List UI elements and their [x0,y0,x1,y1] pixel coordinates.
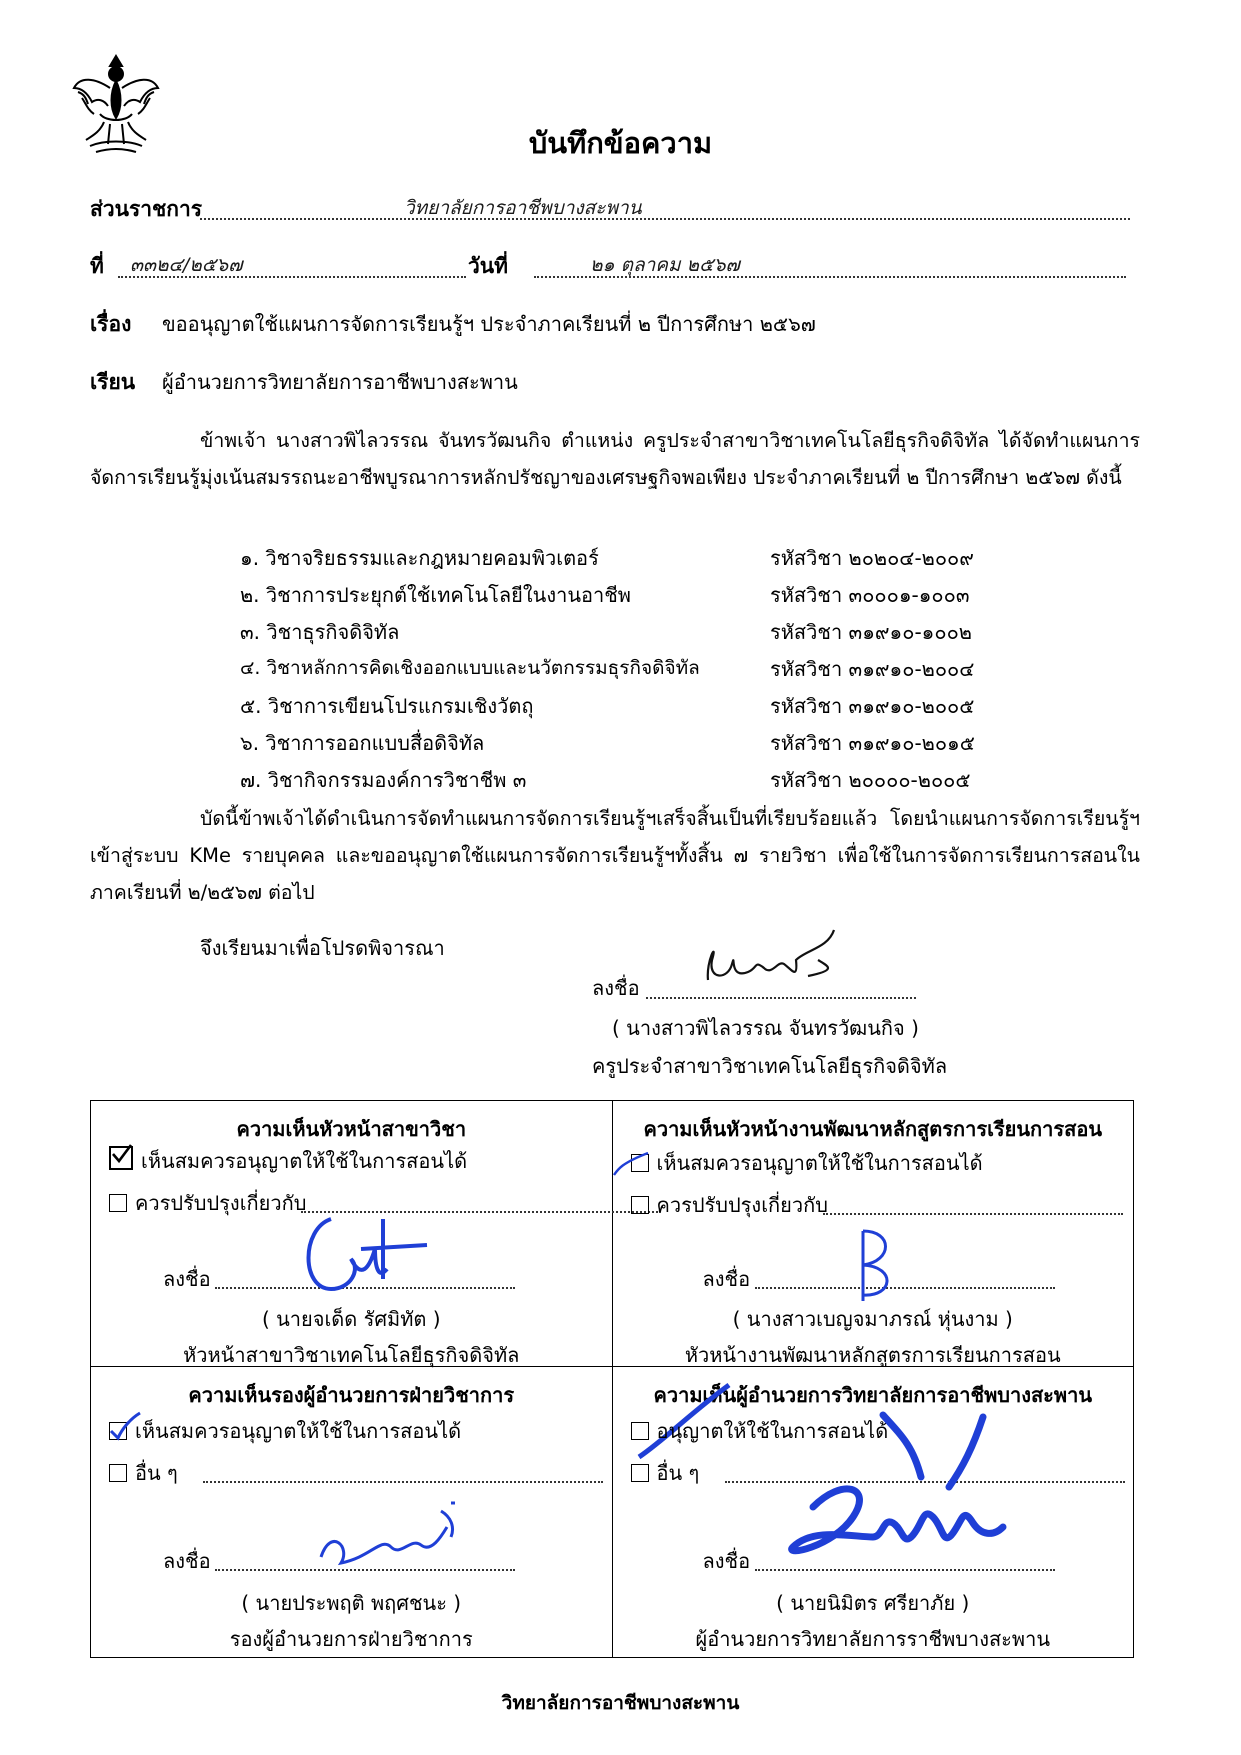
opinion-cell-head-of-department [91,1101,613,1367]
course-name: ๖. วิชาการออกแบบสื่อดิจิทัล [240,731,485,755]
signature-benjamaporn-icon [843,1221,903,1316]
intro-paragraph: ข้าพเจ้า นางสาวพิไลวรรณ จันทรวัฒนกิจ ตำแหน่ง ครูประจำสาขาวิชาเทคโนโลยีธุรกิจดิจิทัล ได้จัดทำแผนการจัดการเรียนรู้มุ่งเน้นสมรรถนะอาชีพบูรณาการหลักปรัชญาของเศรษฐกิจพอเพียง ประจำภาคเรียนที่ ๒ ปีการศึกษา ๒๕๖๗ ดังนี้ [90,429,1140,489]
sign-label: ลงชื่อ [163,1549,211,1573]
opinion-option-approve[interactable]: เห็นสมควรอนุญาตให้ใช้ในการสอนได้ [109,1145,467,1177]
opinion-heading: ความเห็นหัวหน้าสาขาวิชา [236,1117,467,1141]
signer-name: ( นายประพฤติ พฤศชนะ ) [241,1591,462,1615]
course-code: รหัสวิชา ๓๑๙๑๐-๒๐๐๔ [770,657,975,681]
opinion-option-other[interactable]: อื่น ๆ [109,1457,178,1489]
conclusion-paragraph: บัดนี้ข้าพเจ้าได้ดำเนินการจัดทำแผนการจัดการเรียนรู้ฯเสร็จสิ้นเป็นที่เรียบร้อยแล้ว โดยนำแผนการจัดการเรียนรู้ฯเข้าสู่ระบบ KMe รายบุคคล และขออนุญาตใช้แผนการจัดการเรียนรู้ฯทั้งสิ้น ๗ รายวิชา เพื่อใช้ในการจัดการเรียนการสอนในภาคเรียนที่ ๒/๒๕๖๗ ต่อไป [90,807,1140,904]
checkbox-icon[interactable] [109,1194,127,1212]
author-sign-label: ลงชื่อ [592,976,640,1000]
checkbox-icon[interactable] [109,1464,127,1482]
memo-title: บันทึกข้อความ [528,126,713,160]
signature-chalat-icon [291,1209,431,1314]
author-name: ( นางสาวพิไลวรรณ จันทรวัฒนกิจ ) [612,1016,919,1040]
subject-label: เรื่อง [90,312,132,336]
course-name: ๗. วิชากิจกรรมองค์การวิชาชีพ ๓ [240,768,527,792]
signature-nimit-icon [753,1407,1033,1592]
course-name: ๓. วิชาธุรกิจดิจิทัล [240,620,400,644]
checkbox-icon[interactable] [631,1464,649,1482]
signature-prapruet-icon [311,1497,471,1582]
opinion-option-other[interactable]: อื่น ๆ [631,1457,700,1489]
checked-checkbox-icon[interactable] [109,1146,133,1170]
opinions-table [90,1100,1134,1658]
ref-value: ๓๓๒๔/๒๕๖๗ [130,254,243,276]
opinion-heading: ความเห็นผู้อำนวยการวิทยาลัยการอาชีพบางสะพาน [653,1383,1093,1407]
opinion-heading: ความเห็นรองผู้อำนวยการฝ่ายวิชาการ [188,1383,515,1407]
course-code: รหัสวิชา ๓๑๙๑๐-๒๐๑๕ [770,731,975,755]
course-code: รหัสวิชา ๓๐๐๐๑-๑๐๐๓ [770,583,970,607]
opinion-cell-director [612,1367,1134,1658]
checkbox-icon[interactable] [631,1422,649,1440]
checked-checkbox-icon[interactable] [109,1422,127,1440]
course-name: ๕. วิชาการเขียนโปรแกรมเชิงวัตถุ [240,694,534,718]
opinion-heading: ความเห็นหัวหน้างานพัฒนาหลักสูตรการเรียนการสอน [643,1117,1103,1141]
closing-text: จึงเรียนมาเพื่อโปรดพิจารณา [200,936,445,960]
author-signature-icon [688,920,848,1000]
agency-dotted-line [200,218,1130,220]
signer-name: ( นายนิมิตร ศรียาภัย ) [776,1591,970,1615]
opinion-option-approve[interactable]: เห็นสมควรอนุญาตให้ใช้ในการสอนได้ [109,1415,461,1447]
signer-name: ( นายจเด็ด รัศมิทัต ) [261,1307,441,1331]
to-value: ผู้อำนวยการวิทยาลัยการอาชีพบางสะพาน [162,370,518,394]
signer-position: รองผู้อำนวยการฝ่ายวิชาการ [229,1627,473,1651]
sign-label: ลงชื่อ [702,1549,751,1573]
opinion-cell-curriculum-head [612,1101,1134,1367]
date-value: ๒๑ ตุลาคม ๒๕๖๗ [590,254,740,276]
course-name: ๒. วิชาการประยุกต์ใช้เทคโนโลยีในงานอาชีพ [240,583,631,607]
course-code: รหัสวิชา ๓๑๙๑๐-๒๐๐๕ [770,694,975,718]
sign-label: ลงชื่อ [163,1267,211,1291]
course-name: ๑. วิชาจริยธรรมและกฎหมายคอมพิวเตอร์ [240,546,599,570]
signer-name: ( นางสาวเบญจมาภรณ์ หุ่นงาม ) [732,1307,1013,1331]
opinion-option-improve[interactable]: ควรปรับปรุงเกี่ยวกับ [631,1189,828,1221]
signer-position: หัวหน้างานพัฒนาหลักสูตรการเรียนการสอน [684,1343,1061,1367]
date-label: วันที่ [468,254,508,278]
opinion-cell-deputy-director [91,1367,613,1658]
agency-value: วิทยาลัยการอาชีพบางสะพาน [404,197,642,219]
course-name: ๔. วิชาหลักการคิดเชิงออกแบบและนวัตกรรมธุรกิจดิจิทัล [240,657,700,679]
agency-label: ส่วนราชการ [90,197,203,221]
ref-label: ที่ [90,254,104,278]
signer-position: หัวหน้าสาขาวิชาเทคโนโลยีธุรกิจดิจิทัล [183,1343,520,1367]
to-label: เรียน [90,370,136,394]
author-position: ครูประจำสาขาวิชาเทคโนโลยีธุรกิจดิจิทัล [592,1054,948,1078]
subject-value: ขออนุญาตใช้แผนการจัดการเรียนรู้ฯ ประจำภาคเรียนที่ ๒ ปีการศึกษา ๒๕๖๗ [162,312,816,336]
course-code: รหัสวิชา ๒๐๒๐๔-๒๐๐๙ [770,546,974,570]
sign-label: ลงชื่อ [702,1267,751,1291]
course-code: รหัสวิชา ๓๑๙๑๐-๑๐๐๒ [770,620,972,644]
opinion-option-approve[interactable]: อนุญาตให้ใช้ในการสอนได้ [631,1415,889,1447]
course-code: รหัสวิชา ๒๐๐๐๐-๒๐๐๕ [770,768,971,792]
footer-text: วิทยาลัยการอาชีพบางสะพาน [501,1692,740,1714]
checkbox-icon[interactable] [631,1196,649,1214]
opinion-option-approve[interactable]: เห็นสมควรอนุญาตให้ใช้ในการสอนได้ [631,1147,983,1179]
opinion-option-improve[interactable]: ควรปรับปรุงเกี่ยวกับ [109,1187,306,1219]
checked-checkbox-icon[interactable] [631,1154,649,1172]
signer-position: ผู้อำนวยการวิทยาลัยการราชีพบางสะพาน [695,1627,1051,1651]
